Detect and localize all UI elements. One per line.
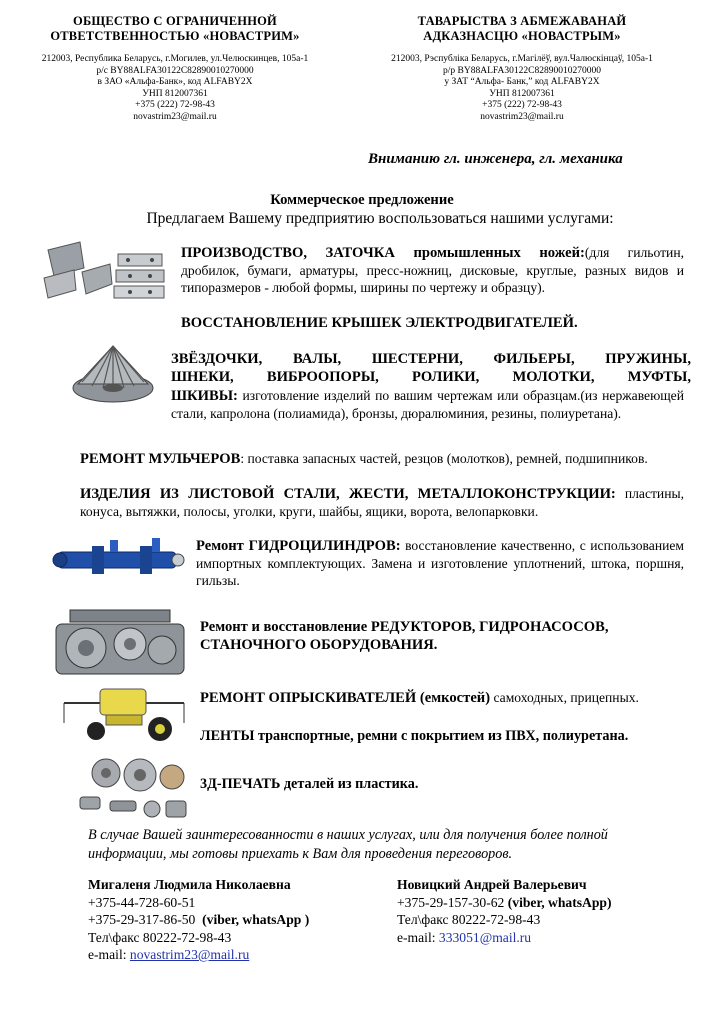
contact-left-phone2: +375-29-317-86-50 [88,912,196,927]
hydro-service [196,537,684,589]
attention-line: Вниманию гл. инженера, гл. механика [368,151,623,167]
sheet-text: пластины, конуса, вытяжки, полосы, уголки, круги, шайбы, ящики, ворота, велопарковки. [80,486,685,519]
contact-right-phone1-row [397,894,697,912]
hydro-text: восстановление качественно, с использованием импортных комплектующих. Замена и изготовление уплотнений, штока, поршня, гильзы. [196,538,684,588]
unp-by: УНП 812007361 [489,88,555,99]
gears-line1: ЗВЁЗДОЧКИ, ВАЛЫ, ШЕСТЕРНИ, ФИЛЬЕРЫ, ПРУЖИНЫ, [171,351,691,367]
header-left [20,14,330,123]
contact-right [397,876,697,946]
contact-left-email-label: e-mail: [88,947,130,962]
knives-service [181,244,684,296]
email-by: novastrim23@mail.ru [480,111,564,122]
closing-paragraph: В случае Вашей заинтересованности в наших услугах, или для получения более полной информации, мы готовы приехать к Вам для проведения переговоров. [88,827,608,862]
mulcher-title: РЕМОНТ МУЛЬЧЕРОВ [80,451,241,467]
contact-left-phone2-row [88,911,388,929]
reducers-line1: Ремонт и восстановление РЕДУКТОРОВ, ГИДРОНАСОСОВ, [200,619,609,635]
contact-right-email-label: e-mail: [397,929,439,945]
account-ru: р/с BY88ALFA30122C82890010270000 [96,65,254,76]
account-by: р/р BY88ALFA30122C82890010270000 [443,65,601,76]
header-right [357,14,687,123]
offer-title: Коммерческое предложение [270,192,454,208]
contact-right-email-row [397,929,697,947]
contact-right-phone1: +375-29-157-30-62 [397,894,505,910]
company-name-by-line1: ТАВАРЫСТВА З АБМЕЖАВАНАЙ [417,14,627,28]
hydraulic-cylinder-icon [52,528,186,588]
mulcher-service [80,450,684,468]
knives-icon [40,238,170,310]
hydro-title: Ремонт ГИДРОЦИЛИНДРОВ: [196,538,401,554]
mulcher-text: : поставка запасных частей, резцов (молотков), ремней, подшипников. [240,451,648,466]
company-name-ru-line2: ОТВЕТСТВЕННОСТЬЮ «НОВАСТРИМ» [50,29,300,43]
sheet-metal-service [80,485,684,520]
knives-title: ПРОИЗВОДСТВО, ЗАТОЧКА промышленных ножей: [181,245,585,261]
bank-ru: в ЗАО «Альфа-Банк», код ALFABY2X [97,77,253,87]
motor-covers-service: ВОССТАНОВЛЕНИЕ КРЫШЕК ЭЛЕКТРОДВИГАТЕЛЕЙ. [181,315,578,331]
company-name-by-line2: АДКАЗНАСЦЮ «НОВАСТРЫМ» [423,29,621,43]
unp-ru: УНП 812007361 [142,88,208,99]
email-ru: novastrim23@mail.ru [133,111,217,122]
contact-left-phone1: +375-44-728-60-51 [88,894,196,910]
address-ru: 212003, Республика Беларусь, г.Могилев, ул.Челюскинцев, 105а-1 [41,54,309,64]
gears-bold-end: ШКИВЫ: [171,388,238,404]
contact-right-email-link[interactable]: 333051@mail.ru [438,929,532,945]
sprayers-text: самоходных, прицепных. [490,690,639,705]
contact-left-fax: Тел\факс 80222-72-98-43 [88,929,232,945]
contact-left [88,876,388,964]
gears-text: изготовление изделий по вашим чертежам или образцам.(из нержавеющей стали, капролона (полиамида), бронзы, дюралюминия, резины, полиуретана). [171,388,684,421]
contact-right-fax: Тел\факс 80222-72-98-43 [397,912,541,927]
contact-left-phone2-note: (viber, whatsApp ) [202,912,310,927]
sprayer-icon [62,683,186,745]
contact-left-email-link[interactable]: novastrim23@mail.ru [129,947,250,962]
belts-service: ЛЕНТЫ транспортные, ремни с покрытием из ПВХ, полиуретана. [200,728,629,744]
sprayers-title: РЕМОНТ ОПРЫСКИВАТЕЛЕЙ (емкостей) [200,690,491,706]
gearbox-icon [50,604,190,682]
contact-left-name: Мигаленя Людмила Николаевна [88,877,291,892]
knives-text: (для гильотин, дробилок, бумаги, арматуры, пресс-ножниц, дисковые, круглые, разных видов и типоразмеров - любой формы, ширины по чертежу и образцу). [181,245,685,295]
bevel-gear-icon [68,338,158,410]
contact-right-phone1-note: (viber, whatsApp) [507,894,612,910]
phone-ru: +375 (222) 72-98-43 [135,100,215,110]
gears-line2: ШНЕКИ, ВИБРООПОРЫ, РОЛИКИ, МОЛОТКИ, МУФТЫ, [171,369,691,385]
contact-left-email-row [88,946,388,964]
address-by: 212003, Рэспубліка Беларусь, г.Магілёў, вул.Чалюскінцаў, 105а-1 [391,54,653,64]
sprayers-service [200,689,690,707]
contact-right-name: Новицкий Андрей Валерьевич [397,877,587,892]
reducers-line2: СТАНОЧНОГО ОБОРУДОВАНИЯ. [200,637,438,653]
print3d-service: 3Д-ПЕЧАТЬ деталей из пластика. [200,776,419,792]
gears-description [171,387,684,422]
phone-by: +375 (222) 72-98-43 [482,100,562,110]
printed-parts-icon [70,755,194,827]
offer-subtitle: Предлагаем Вашему предприятию воспользоваться нашими услугами: [146,210,614,227]
bank-by: у ЗАТ “Альфа- Банк,” код ALFABY2X [444,77,600,87]
company-name-ru-line1: ОБЩЕСТВО С ОГРАНИЧЕННОЙ [73,14,277,28]
sheet-title: ИЗДЕЛИЯ ИЗ ЛИСТОВОЙ СТАЛИ, ЖЕСТИ, МЕТАЛЛОКОНСТРУКЦИИ: [80,486,616,502]
